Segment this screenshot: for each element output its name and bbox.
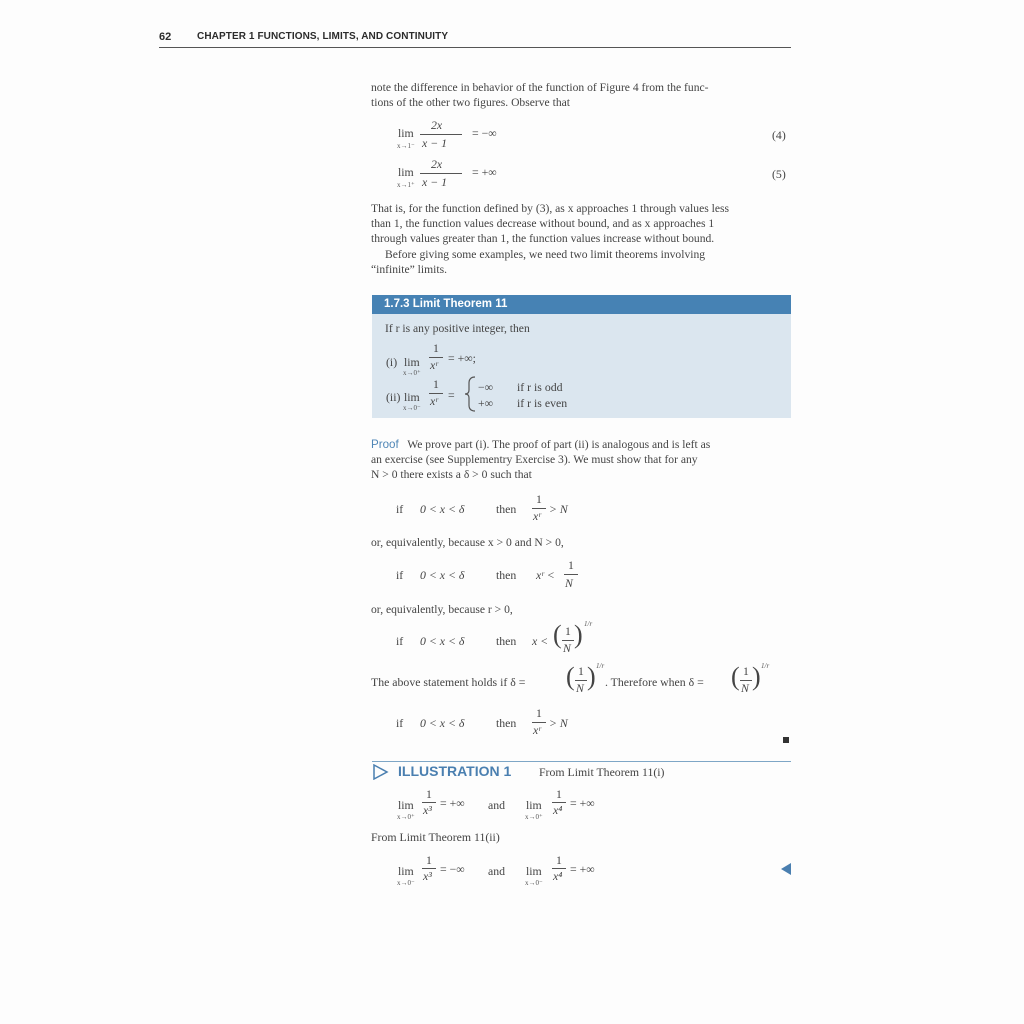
holds-exponent: 1/r [596, 662, 605, 670]
s3-num: 1 [565, 624, 571, 638]
thm-i-rhs: = +∞; [448, 351, 476, 365]
s1-num: 1 [536, 492, 542, 506]
s4-if: if [396, 716, 404, 730]
theorem-statement: If r is any positive integer, then [385, 322, 530, 335]
ill-c-sub: x→0⁻ [397, 879, 415, 887]
proof-line-2: an exercise (see Supplementry Exercise 3). We must show that for any [371, 453, 698, 467]
para2-line-3: through values greater than 1, the function values increase without bound. [371, 232, 715, 246]
s1-rhs: > N [549, 502, 568, 516]
s2-then: then [496, 568, 517, 582]
or-equivalently-1: or, equivalently, because x > 0 and N > 0, [371, 536, 564, 549]
ill-a-den: x³ [423, 803, 432, 817]
para2-line-1: That is, for the function defined by (3), as x approaches 1 through values less [371, 202, 730, 215]
chapter-title: CHAPTER 1 FUNCTIONS, LIMITS, AND CONTINUITY [197, 31, 449, 42]
s4-then: then [496, 716, 517, 730]
ill-a-sub: x→0⁺ [397, 813, 415, 821]
eq4-den: x − 1 [422, 136, 447, 150]
ill-d-num: 1 [556, 853, 562, 867]
para2-line-4: Before giving some examples, we need two limit theorems involving [385, 247, 706, 261]
s2-cond: 0 < x < δ [420, 568, 465, 582]
s2-if: if [396, 568, 404, 582]
eq4-sub: x→1⁻ [397, 142, 415, 150]
ill-b-num: 1 [556, 787, 562, 801]
ill-d-lim: lim [526, 864, 542, 878]
s1-if: if [396, 502, 404, 516]
s3-if: if [396, 634, 404, 648]
s2-den: N [565, 576, 573, 590]
running-header [159, 31, 791, 48]
ill-b-rhs: = +∞ [570, 796, 595, 810]
holds-text-b: . Therefore when δ = [605, 675, 704, 689]
s4-num: 1 [536, 706, 542, 720]
s4-rhs: > N [549, 716, 568, 730]
holds-left-paren: ( [566, 662, 575, 691]
holds2-den: N [741, 681, 749, 695]
eq4-lim: lim [398, 126, 414, 140]
ill-b-sub: x→0⁺ [525, 813, 543, 821]
thm-ii-den: xʳ [430, 394, 438, 408]
holds2-exponent: 1/r [761, 662, 770, 670]
thm-ii-eq: = [448, 388, 455, 402]
thm-ii-sub: x→0⁻ [403, 404, 421, 412]
proof-line-3: N > 0 there exists a δ > 0 such that [371, 468, 532, 482]
intro-paragraph [371, 80, 790, 110]
eq5-rhs: = +∞ [472, 165, 497, 179]
illustration-from-1: From Limit Theorem 11(i) [539, 765, 665, 779]
ill-b-lim: lim [526, 798, 542, 812]
para2-line-5: “infinite” limits. [371, 262, 447, 276]
ill-d-den: x⁴ [553, 869, 563, 883]
holds2-num: 1 [743, 664, 749, 678]
proof-line-1: We prove part (i). The proof of part (ii) is analogous and is left as [407, 438, 711, 451]
proof-paragraph [371, 437, 790, 483]
holds-den: N [576, 681, 584, 695]
s3-lhs: x < [532, 634, 549, 648]
eq4-fraction-bar [420, 134, 462, 135]
illustration-from-2: From Limit Theorem 11(ii) [371, 830, 500, 844]
s4-den: xʳ [533, 723, 541, 737]
s3-cond: 0 < x < δ [420, 634, 465, 648]
s3-right-paren: ) [574, 620, 583, 649]
intro-line-1: note the difference in behavior of the function of Figure 4 from the func- [371, 81, 709, 94]
case-even-condition: if r is even [517, 396, 568, 410]
illustration-title: ILLUSTRATION 1 [398, 763, 512, 779]
ill-c-num: 1 [426, 853, 432, 867]
thm-ii-lim: lim [404, 390, 420, 404]
thm-i-label: (i) [386, 355, 398, 369]
s3-den: N [563, 641, 571, 655]
illustration-arrow-icon [372, 764, 390, 780]
s1-then: then [496, 502, 517, 516]
s1-cond: 0 < x < δ [420, 502, 465, 516]
ill-b-den: x⁴ [553, 803, 563, 817]
or-equivalently-2: or, equivalently, because r > 0, [371, 603, 513, 616]
theorem-title-bar [372, 295, 791, 314]
s1-den: xʳ [533, 509, 541, 523]
eq5-fraction-bar [420, 173, 462, 174]
s3-then: then [496, 634, 517, 648]
case-odd-condition: if r is odd [517, 380, 563, 394]
proof-label: Proof [371, 438, 399, 451]
ill-c-rhs: = −∞ [440, 862, 465, 876]
eq5-num: 2x [431, 157, 443, 171]
thm-i-num: 1 [433, 341, 439, 355]
holds2-left-paren: ( [731, 662, 740, 691]
eq5-den: x − 1 [422, 175, 447, 189]
thm-ii-num: 1 [433, 377, 439, 391]
ill-and-1: and [488, 798, 506, 812]
thm-i-lim: lim [404, 355, 420, 369]
ill-a-lim: lim [398, 798, 414, 812]
end-of-illustration-icon [780, 862, 792, 876]
s2-fraction-bar [564, 574, 578, 575]
para2-line-2: than 1, the function values decrease without bound, and as x approaches 1 [371, 217, 715, 231]
s4-cond: 0 < x < δ [420, 716, 465, 730]
thm-i-sub: x→0⁺ [403, 369, 421, 377]
holds-right-paren: ) [587, 662, 596, 691]
intro-line-2: tions of the other two figures. Observe that [371, 96, 570, 110]
thm-i-den: xʳ [430, 358, 438, 372]
eq5-tag: (5) [772, 167, 786, 181]
qed-square-icon [783, 737, 789, 743]
s3-left-paren: ( [553, 620, 562, 649]
eq5-lim: lim [398, 165, 414, 179]
ill-and-2: and [488, 864, 506, 878]
eq4-rhs: = −∞ [472, 126, 497, 140]
theorem-title: 1.7.3 Limit Theorem 11 [384, 298, 508, 310]
case-odd-value: −∞ [478, 380, 494, 394]
s2-lhs: xʳ < [536, 568, 555, 582]
holds-num: 1 [578, 664, 584, 678]
ill-a-rhs: = +∞ [440, 796, 465, 810]
eq5-sub: x→1⁺ [397, 181, 415, 189]
illustration-rule [372, 761, 791, 762]
ill-d-sub: x→0⁻ [525, 879, 543, 887]
thm-ii-label: (ii) [386, 390, 401, 404]
ill-c-den: x³ [423, 869, 432, 883]
page-number: 62 [159, 31, 172, 43]
explanation-paragraph [371, 201, 790, 277]
s3-exponent: 1/r [584, 620, 593, 628]
case-even-value: +∞ [478, 396, 494, 410]
ill-d-rhs: = +∞ [570, 862, 595, 876]
eq4-tag: (4) [772, 128, 786, 142]
holds2-right-paren: ) [752, 662, 761, 691]
left-brace-icon [464, 375, 478, 413]
eq4-num: 2x [431, 118, 443, 132]
ill-c-lim: lim [398, 864, 414, 878]
ill-a-num: 1 [426, 787, 432, 801]
holds-text-a: The above statement holds if δ = [371, 675, 526, 689]
s2-num: 1 [568, 558, 574, 572]
